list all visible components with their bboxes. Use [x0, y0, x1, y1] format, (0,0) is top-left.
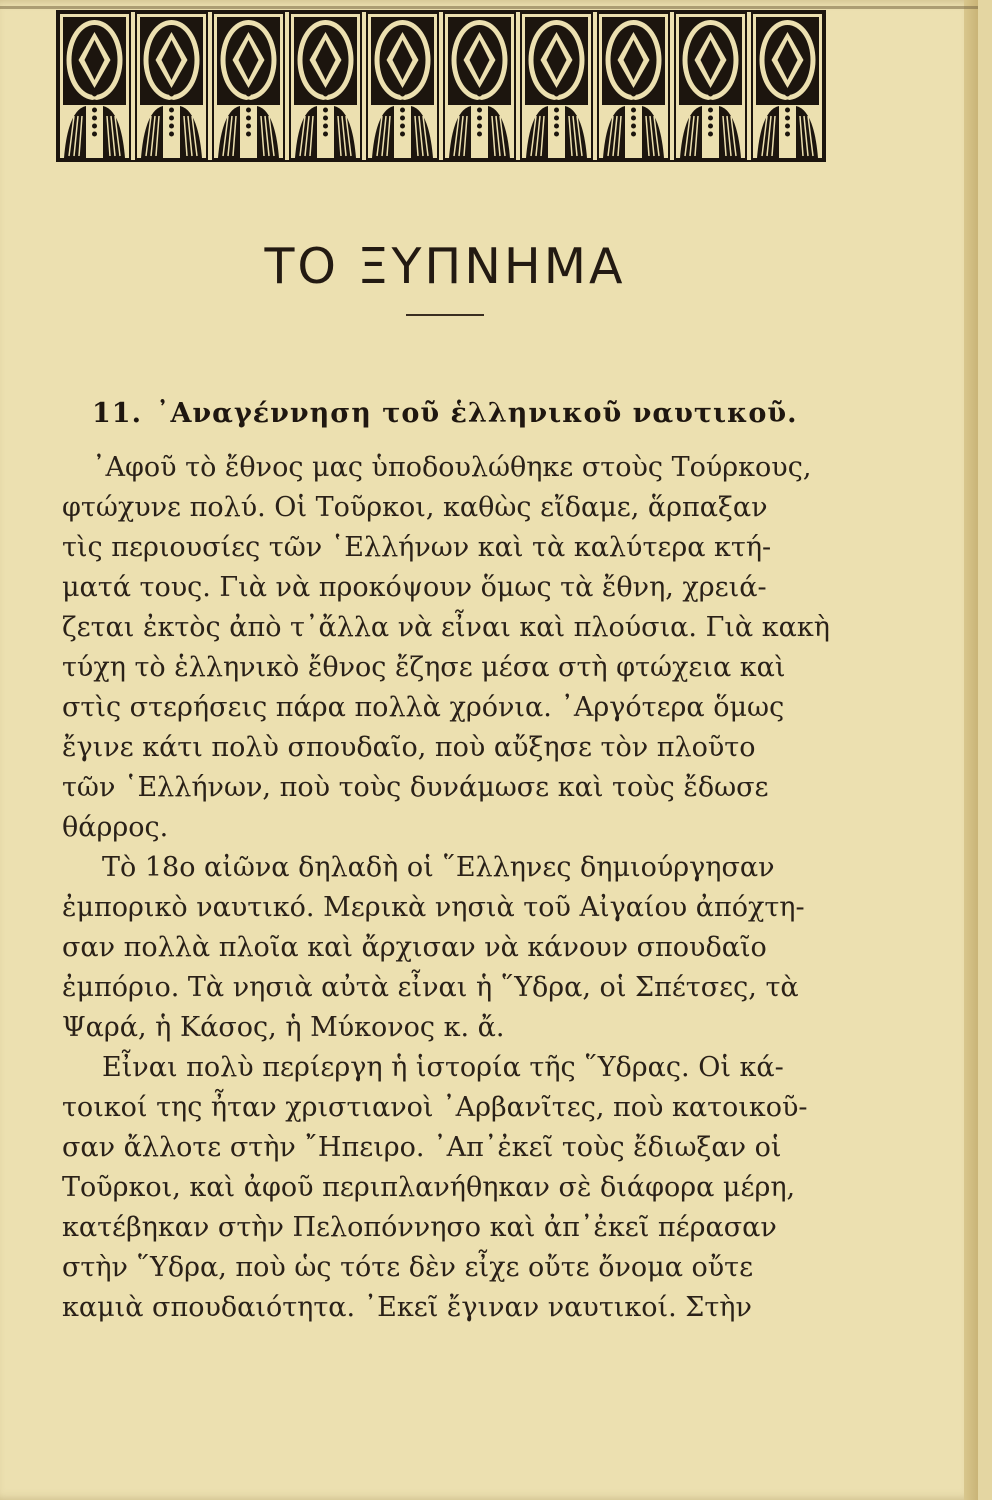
text-line: ἐμπορικὸ ναυτικό. Μερικὰ νησιὰ τοῦ Αἰγαίου ἀπόχτη-: [62, 892, 805, 923]
text-line: ἐμπόριο. Τὰ νησιὰ αὐτὰ εἶναι ἡ ῞Υδρα, οἱ Σπέτσες, τὰ: [62, 972, 799, 1003]
ornament-panel: [444, 13, 515, 159]
text-line: ζεται ἐκτὸς ἀπὸ τ᾿ἄλλα νὰ εἶναι καὶ πλούσια. Γιὰ κακὴ: [62, 612, 830, 643]
text-line: τὶς περιουσίες τῶν ῾Ελλήνων καὶ τὰ καλύτερα κτή-: [62, 532, 772, 563]
text-line: ἔγινε κάτι πολὺ σπουδαῖο, ποὺ αὔξησε τὸν πλοῦτο: [62, 732, 756, 763]
text-line: Τοῦρκοι, καὶ ἀφοῦ περιπλανήθηκαν σὲ διάφορα μέρη,: [62, 1172, 796, 1203]
ornament-panel: [675, 13, 746, 159]
text-line: στὶς στερήσεις πάρα πολλὰ χρόνια. ᾿Αργότερα ὅμως: [62, 692, 785, 723]
text-line: Τὸ 18ο αἰῶνα δηλαδὴ οἱ ῞Ελληνες δημιούργησαν: [102, 852, 775, 883]
text-line: ματά τους. Γιὰ νὰ προκόψουν ὅμως τὰ ἔθνη, χρειά-: [62, 572, 767, 603]
text-line: θάρρος.: [62, 812, 169, 843]
text-line: Εἶναι πολὺ περίεργη ἡ ἱστορία τῆς ῞Υδρας. Οἱ κά-: [102, 1052, 784, 1083]
text-line: στὴν ῞Υδρα, ποὺ ὡς τότε δὲν εἶχε οὔτε ὄνομα οὔτε: [62, 1252, 754, 1283]
section-heading: [92, 398, 852, 429]
ornament-panel: [598, 13, 669, 159]
section-title: ᾿Αναγέννηση τοῦ ἑλληνικοῦ ναυτικοῦ.: [155, 398, 798, 429]
text-line: καμιὰ σπουδαιότητα. ᾿Εκεῖ ἔγιναν ναυτικοί. Στὴν: [62, 1292, 752, 1323]
text-line: σαν πολλὰ πλοῖα καὶ ἄρχισαν νὰ κάνουν σπουδαῖο: [62, 932, 767, 963]
ornament-panel: [367, 13, 438, 159]
text-line: τύχη τὸ ἑλληνικὸ ἔθνος ἔζησε μέσα στὴ φτώχεια καὶ: [62, 652, 786, 683]
text-line: σαν ἄλλοτε στὴν ῎Ηπειρο. ᾿Απ᾿ἐκεῖ τοὺς ἔδιωξαν οἱ: [62, 1132, 782, 1163]
ornament-panel: [213, 13, 284, 159]
ornament-panel: [290, 13, 361, 159]
title-divider: [406, 314, 484, 316]
text-line: τοικοί της ἦταν χριστιανοὶ ᾿Αρβανῖτες, ποὺ κατοικοῦ-: [62, 1092, 808, 1123]
ornament-panel: [136, 13, 207, 159]
text-line: Ψαρά, ἡ Κάσος, ἡ Μύκονος κ. ἄ.: [62, 1012, 505, 1043]
ornament-panel: [521, 13, 592, 159]
text-line: τῶν ῾Ελλήνων, ποὺ τοὺς δυνάμωσε καὶ τοὺς ἔδωσε: [62, 772, 769, 803]
text-line: ᾿Αφοῦ τὸ ἔθνος μας ὑποδουλώθηκε στοὺς Τούρκους,: [92, 452, 812, 483]
page-edge: [964, 0, 978, 1500]
ornament-panel: [59, 13, 130, 159]
ornament-panel: [752, 13, 823, 159]
section-number: 11.: [92, 398, 142, 429]
text-line: κατέβηκαν στὴν Πελοπόννησο καὶ ἀπ᾿ἐκεῖ πέρασαν: [62, 1212, 777, 1243]
decorative-header-border: [56, 10, 826, 162]
chapter-title: ΤΟ ΞΥΠΝΗΜΑ: [264, 238, 626, 295]
text-line: φτώχυνε πολύ. Οἱ Τοῦρκοι, καθὼς εἴδαμε, ἅρπαξαν: [62, 492, 768, 523]
top-rule: [0, 6, 978, 9]
